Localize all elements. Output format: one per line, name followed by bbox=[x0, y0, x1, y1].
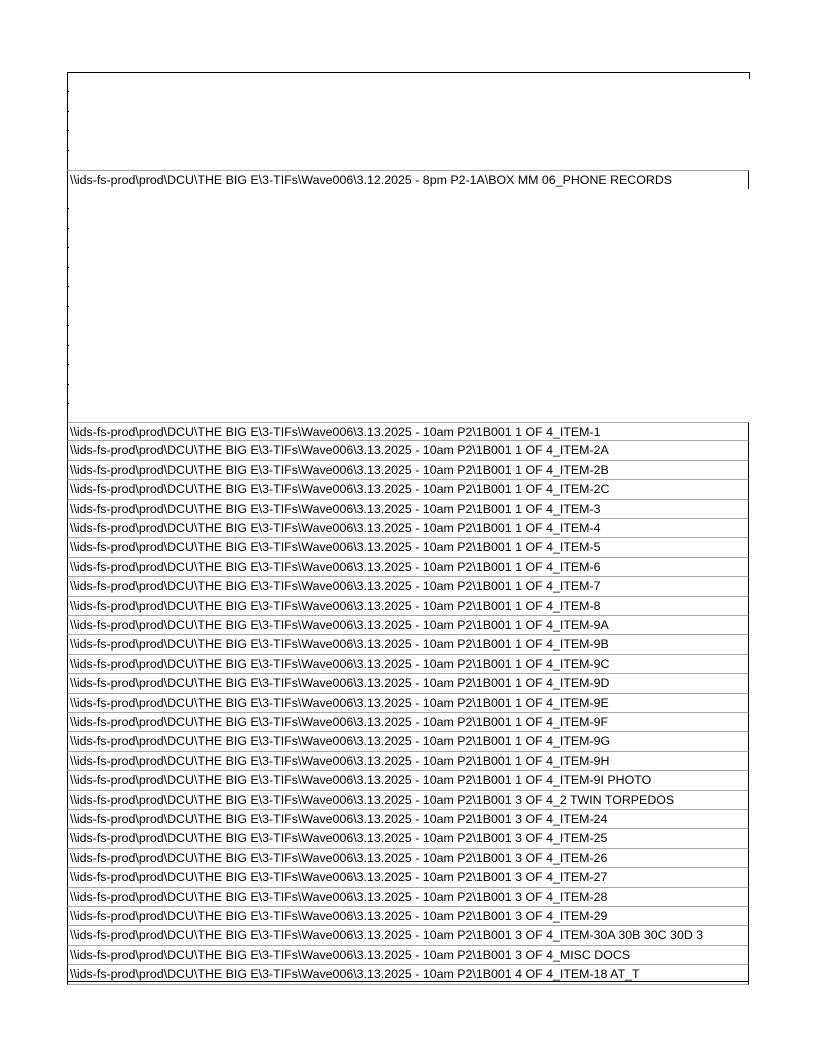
table-row bbox=[67, 732, 749, 751]
table-row bbox=[67, 500, 749, 519]
file-path-cell: \\ids-fs-prod\prod\DCU\THE BIG E\3-TIFs\Wave006\3.13.2025 - 10am P2\1B001 3 OF 4_ITEM-27 bbox=[70, 870, 608, 885]
empty-row-tick bbox=[67, 267, 69, 268]
file-path-cell: \\ids-fs-prod\prod\DCU\THE BIG E\3-TIFs\Wave006\3.13.2025 - 10am P2\1B001 3 OF 4_ITEM-26 bbox=[70, 850, 608, 865]
file-path-cell: \\ids-fs-prod\prod\DCU\THE BIG E\3-TIFs\Wave006\3.13.2025 - 10am P2\1B001 1 OF 4_ITEM-9A bbox=[70, 618, 609, 632]
file-path-cell: \\ids-fs-prod\prod\DCU\THE BIG E\3-TIFs\Wave006\3.13.2025 - 10am P2\1B001 3 OF 4_ITEM-29 bbox=[70, 909, 608, 923]
table-row bbox=[67, 655, 749, 674]
empty-row-tick bbox=[67, 306, 69, 307]
empty-row-tick bbox=[67, 364, 69, 365]
table-row bbox=[67, 538, 749, 557]
table-row bbox=[67, 674, 749, 693]
table-row bbox=[67, 771, 749, 790]
table-row bbox=[67, 558, 749, 577]
file-path-cell: \\ids-fs-prod\prod\DCU\THE BIG E\3-TIFs\Wave006\3.13.2025 - 10am P2\1B001 1 OF 4_ITEM-6 bbox=[70, 559, 601, 574]
table-row bbox=[67, 694, 749, 713]
file-path-cell: \\ids-fs-prod\prod\DCU\THE BIG E\3-TIFs\Wave006\3.13.2025 - 10am P2\1B001 1 OF 4_ITEM-4 bbox=[70, 521, 601, 535]
file-path-cell: \\ids-fs-prod\prod\DCU\THE BIG E\3-TIFs\Wave006\3.13.2025 - 10am P2\1B001 1 OF 4_ITEM-9G bbox=[70, 734, 611, 749]
table-row bbox=[67, 616, 749, 635]
table-row bbox=[67, 441, 749, 460]
file-path-cell: \\ids-fs-prod\prod\DCU\THE BIG E\3-TIFs\Wave006\3.13.2025 - 10am P2\1B001 3 OF 4_ITEM-30A 30B 30C 30D 3 bbox=[70, 928, 704, 943]
empty-row-tick bbox=[67, 345, 69, 346]
table-row bbox=[67, 597, 749, 616]
file-path-cell: \\ids-fs-prod\prod\DCU\THE BIG E\3-TIFs\Wave006\3.13.2025 - 10am P2\1B001 1 OF 4_ITEM-9D bbox=[70, 676, 610, 691]
table-row bbox=[67, 713, 749, 732]
empty-row-tick bbox=[67, 150, 69, 151]
table-row bbox=[67, 888, 749, 907]
file-path-cell: \\ids-fs-prod\prod\DCU\THE BIG E\3-TIFs\Wave006\3.13.2025 - 10am P2\1B001 3 OF 4_ITEM-24 bbox=[70, 812, 608, 826]
file-path-cell: \\ids-fs-prod\prod\DCU\THE BIG E\3-TIFs\Wave006\3.13.2025 - 10am P2\1B001 1 OF 4_ITEM-9F bbox=[70, 715, 609, 729]
table-row bbox=[67, 752, 749, 771]
file-path-cell: \\ids-fs-prod\prod\DCU\THE BIG E\3-TIFs\Wave006\3.13.2025 - 10am P2\1B001 1 OF 4_ITEM-2B bbox=[70, 462, 609, 477]
file-path-cell: \\ids-fs-prod\prod\DCU\THE BIG E\3-TIFs\Wave006\3.13.2025 - 10am P2\1B001 3 OF 4_2 TWIN TORPEDOS bbox=[70, 792, 675, 807]
file-path-cell: \\ids-fs-prod\prod\DCU\THE BIG E\3-TIFs\Wave006\3.13.2025 - 10am P2\1B001 1 OF 4_ITEM-2C bbox=[70, 482, 610, 497]
empty-row-tick bbox=[67, 247, 69, 248]
empty-row-tick bbox=[67, 228, 69, 229]
table-row bbox=[67, 461, 749, 480]
file-path-cell: \\ids-fs-prod\prod\DCU\THE BIG E\3-TIFs\Wave006\3.13.2025 - 10am P2\1B001 1 OF 4_ITEM-9C bbox=[70, 656, 610, 671]
file-path-cell: \\ids-fs-prod\prod\DCU\THE BIG E\3-TIFs\Wave006\3.13.2025 - 10am P2\1B001 1 OF 4_ITEM-2A bbox=[70, 443, 609, 458]
empty-row-tick bbox=[67, 384, 69, 385]
table-row bbox=[67, 480, 749, 499]
empty-row-tick bbox=[67, 325, 69, 326]
table-row bbox=[67, 519, 749, 538]
file-path-cell: \\ids-fs-prod\prod\DCU\THE BIG E\3-TIFs\Wave006\3.13.2025 - 10am P2\1B001 3 OF 4_ITEM-25 bbox=[70, 831, 608, 846]
empty-row-tick bbox=[67, 286, 69, 287]
file-path-cell: \\ids-fs-prod\prod\DCU\THE BIG E\3-TIFs\Wave006\3.13.2025 - 10am P2\1B001 3 OF 4_MISC DOCS bbox=[70, 947, 631, 962]
table-row bbox=[67, 635, 749, 654]
table-row bbox=[67, 849, 749, 868]
table-row bbox=[67, 868, 749, 887]
empty-row-tick bbox=[67, 111, 69, 112]
table-row bbox=[67, 946, 749, 965]
file-path-cell: \\ids-fs-prod\prod\DCU\THE BIG E\3-TIFs\Wave006\3.13.2025 - 10am P2\1B001 1 OF 4_ITEM-9H bbox=[70, 753, 610, 768]
table-row bbox=[67, 907, 749, 926]
spreadsheet-page bbox=[67, 72, 749, 982]
file-path-cell: \\ids-fs-prod\prod\DCU\THE BIG E\3-TIFs\Wave006\3.13.2025 - 10am P2\1B001 1 OF 4_ITEM-5 bbox=[70, 540, 601, 555]
table-row bbox=[67, 791, 749, 810]
file-path-cell: \\ids-fs-prod\prod\DCU\THE BIG E\3-TIFs\Wave006\3.13.2025 - 10am P2\1B001 1 OF 4_ITEM-9I PHOTO bbox=[70, 773, 652, 788]
empty-row-tick bbox=[67, 403, 69, 404]
table-row bbox=[67, 926, 749, 945]
empty-row-tick bbox=[67, 91, 69, 92]
table-row bbox=[67, 577, 749, 596]
table-row bbox=[67, 170, 749, 189]
table-row bbox=[67, 829, 749, 848]
file-path-cell: \\ids-fs-prod\prod\DCU\THE BIG E\3-TIFs\Wave006\3.13.2025 - 10am P2\1B001 1 OF 4_ITEM-9B bbox=[70, 637, 609, 652]
file-path-cell: \\ids-fs-prod\prod\DCU\THE BIG E\3-TIFs\Wave006\3.13.2025 - 10am P2\1B001 1 OF 4_ITEM-1 bbox=[70, 425, 601, 439]
empty-row-tick bbox=[67, 208, 69, 209]
file-path-cell: \\ids-fs-prod\prod\DCU\THE BIG E\3-TIFs\Wave006\3.13.2025 - 10am P2\1B001 4 OF 4_ITEM-18 AT_T bbox=[70, 967, 640, 982]
file-path-cell: \\ids-fs-prod\prod\DCU\THE BIG E\3-TIFs\Wave006\3.13.2025 - 10am P2\1B001 1 OF 4_ITEM-8 bbox=[70, 598, 601, 613]
table-row bbox=[67, 965, 749, 984]
table-row bbox=[67, 810, 749, 829]
file-path-cell: \\ids-fs-prod\prod\DCU\THE BIG E\3-TIFs\Wave006\3.13.2025 - 10am P2\1B001 3 OF 4_ITEM-28 bbox=[70, 889, 608, 904]
file-path-cell: \\ids-fs-prod\prod\DCU\THE BIG E\3-TIFs\Wave006\3.13.2025 - 10am P2\1B001 1 OF 4_ITEM-7 bbox=[70, 579, 601, 594]
file-path-cell: \\ids-fs-prod\prod\DCU\THE BIG E\3-TIFs\Wave006\3.12.2025 - 8pm P2-1A\BOX MM 06_PHONE RECORDS bbox=[70, 173, 673, 187]
file-path-cell: \\ids-fs-prod\prod\DCU\THE BIG E\3-TIFs\Wave006\3.13.2025 - 10am P2\1B001 1 OF 4_ITEM-9E bbox=[70, 695, 609, 710]
table-row bbox=[67, 422, 749, 441]
empty-row-tick bbox=[67, 130, 69, 131]
file-path-cell: \\ids-fs-prod\prod\DCU\THE BIG E\3-TIFs\Wave006\3.13.2025 - 10am P2\1B001 1 OF 4_ITEM-3 bbox=[70, 501, 601, 516]
